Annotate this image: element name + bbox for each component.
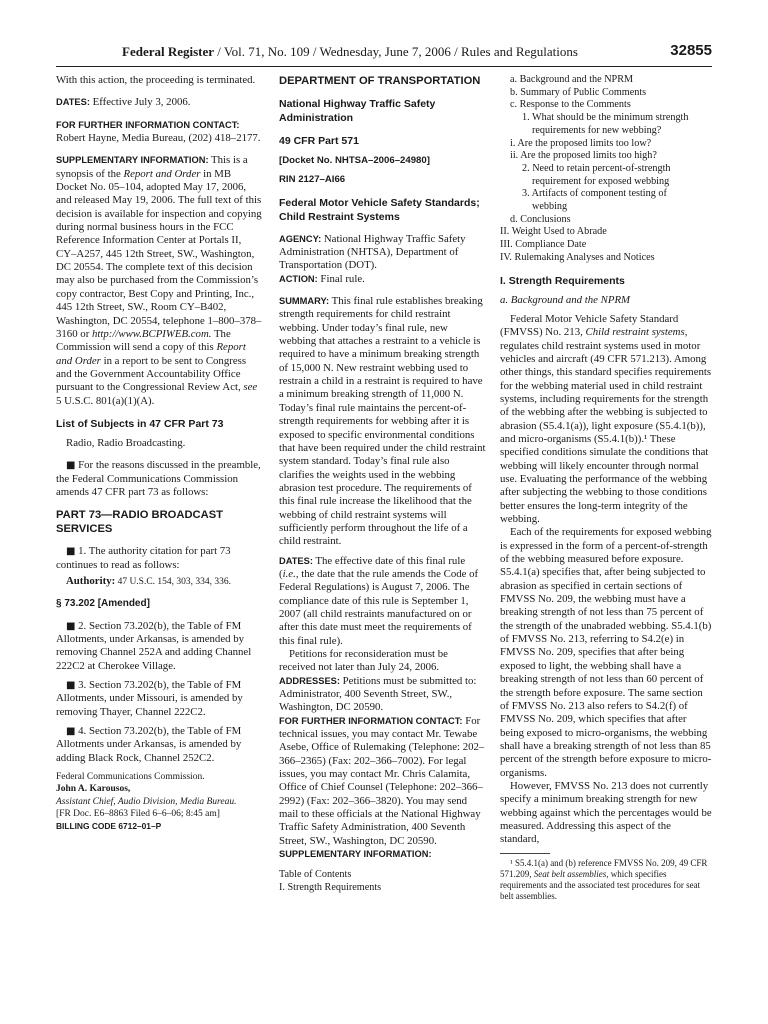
summary-paragraph bbox=[279, 295, 486, 549]
page-number: 32855 bbox=[670, 42, 712, 59]
summary-label: SUMMARY: bbox=[279, 296, 330, 307]
column-2 bbox=[279, 74, 486, 894]
agency-label: AGENCY: bbox=[279, 233, 322, 244]
cfr-part: 49 CFR Part 571 bbox=[279, 135, 359, 147]
dates-paragraph-2 bbox=[279, 555, 486, 648]
rin-number: RIN 2127–AI66 bbox=[279, 174, 346, 186]
petitions-text: Petitions for reconsideration must be received not later than July 24, 2006. bbox=[279, 648, 448, 674]
summary-text: This final rule establishes breaking strength requirements for child restraint webbing. Under today’s final rule, new webbing that attaches a restraint to a vehicle is required to have a minimum breaking strength of 15,000 N. New restraint webbing used to restrain a child in a restraint is required to have a minimum breaking strength of 11,000 N. Today’s final rule maintains the percent-of-strength requirements for webbing after it is exposed to specific environmental conditions that have been required under the child restraint system standard. Today’s final rule also clarifies the weights used in the webbing abrasion test procedure. The requirements of this final rule increase the likelihood that the webbing of child restraint systems will sufficiently perform throughout the life of a child restraint. bbox=[279, 295, 486, 548]
toc-item: IV. Rulemaking Analyses and Notices bbox=[500, 251, 655, 263]
toc-item: II. Weight Used to Abrade bbox=[500, 226, 607, 238]
authority-text: 47 U.S.C. 154, 303, 334, 336. bbox=[115, 576, 232, 587]
supp-text-g: in a report to be sent to Congress and the Government Accountability Office pursuant to the Congressional Review Act, bbox=[56, 354, 247, 394]
billing-code: BILLING CODE 6712–01–P bbox=[56, 820, 162, 831]
agency-heading: National Highway Traffic Safety Administration bbox=[279, 98, 436, 124]
amend-4-text: 4. Section 73.202(b), the Table of FM Allotments under Arkansas, is amended by adding Black Rock, Channel 252C2. bbox=[56, 725, 242, 764]
intro-text: With this action, the proceeding is terminated. bbox=[56, 74, 256, 86]
supp-label-2: SUPPLEMENTARY INFORMATION: bbox=[279, 849, 432, 860]
toc-item: b. Summary of Public Comments bbox=[510, 86, 647, 98]
dates-text-b: , the date that the rule amends the Code of Federal Regulations) is August 7, 2006. The compliance date of this rule is September 1, 2007 (all child restraints manufactured on or after this date must meet the requirements of this final rule). bbox=[279, 567, 479, 647]
supp-label: SUPPLEMENTARY INFORMATION: bbox=[56, 155, 209, 166]
bullet-icon: ■ bbox=[66, 620, 76, 632]
ffi-label-2: FOR FURTHER INFORMATION CONTACT: bbox=[279, 715, 463, 726]
toc-item: i. Are the proposed limits too low? bbox=[510, 137, 652, 149]
journal-name: Federal Register bbox=[122, 44, 215, 59]
ffi-label: FOR FURTHER INFORMATION CONTACT: bbox=[56, 119, 240, 130]
p1-text-c: , regulates child restraint systems used in motor vehicles and aircraft (49 CFR 571.213). Among other things, this standard specifies requirements for the webbing material used in child restraint systems, including requirements for the strength of the webbing after the webbing is subjected to abrasion (S5.4.1(a)), light exposure (S5.4.1(b)), and micro-organisms (S5.4.1(b)).¹ These specified conditions simulate the conditions that webbing will likely encounter through normal use. Evaluating the performance of the webbing after subjecting the webbing to those conditions better ensures the long-term integrity of the webbing. bbox=[500, 326, 712, 526]
agency-text: National Highway Traffic Safety Administration (NHTSA), Department of Transportation (DOT). bbox=[279, 232, 466, 272]
signer-name: John A. Karousos, bbox=[56, 784, 131, 795]
fn-text-a: ¹ S5.4.1(a) and (b) reference FMVSS No. 209, 49 CFR 571.209, bbox=[500, 857, 708, 879]
amend-1 bbox=[56, 545, 263, 572]
subsection-heading: a. Background and the NPRM bbox=[500, 293, 631, 306]
action-label: ACTION: bbox=[279, 273, 318, 284]
toc-item: 2. Need to retain percent-of-strength bbox=[522, 162, 671, 174]
toc-item: 1. What should be the minimum strength bbox=[522, 112, 689, 124]
supplementary-paragraph bbox=[56, 154, 263, 408]
fn-text-c: , which specifies requirements and the associated test procedures for seat belt assemblies. bbox=[500, 868, 701, 902]
authority-paragraph bbox=[56, 575, 263, 588]
paragraph-3: However, FMVSS No. 213 does not currently specify a minimum breaking strength for new webbing against which the percentages would be measured. Addressing this aspect of the standard, bbox=[500, 779, 712, 846]
page-header bbox=[56, 44, 712, 64]
fn-italic: Seat belt assemblies bbox=[533, 868, 607, 879]
toc-item-first: I. Strength Requirements bbox=[279, 881, 382, 893]
ffi-text: Robert Hayne, Media Bureau, (202) 418–2177. bbox=[56, 132, 261, 145]
rule-title: Federal Motor Vehicle Safety Standards; Child Restraint Systems bbox=[279, 196, 480, 223]
toc-item: ii. Are the proposed limits too high? bbox=[510, 150, 657, 162]
amend-2 bbox=[56, 620, 263, 673]
toc-list bbox=[500, 74, 712, 265]
ffi-text-2: For technical issues, you may contact Mr. Tewabe Asebe, Office of Rulemaking (Telephone: 202–366–2365) (Fax: 202–366–7002). For legal issues, you may contact Mr. Chris Calamita, Office of Chief Counsel (Telephone: 202–366–2992) (Fax: 202–366–3820). You may send mail to these officials at the National Highway Traffic Safety Administration, 400 Seventh Street, SW., Washington, DC 20590. bbox=[279, 714, 485, 847]
dates-label: DATES: bbox=[56, 97, 90, 108]
p1-text-a: Federal Motor Vehicle Safety Standard (FMVSS) No. 213, bbox=[500, 312, 679, 339]
action-text: Final rule. bbox=[317, 272, 365, 285]
toc-item: requirement for exposed webbing bbox=[532, 175, 670, 187]
supp-text-a: This is a synopsis of the bbox=[56, 154, 248, 180]
reasons-paragraph bbox=[56, 459, 263, 499]
footnote-rule bbox=[500, 853, 550, 854]
section-i-heading: I. Strength Requirements bbox=[500, 274, 625, 287]
authority-label: Authority: bbox=[66, 574, 116, 587]
toc-item: d. Conclusions bbox=[510, 213, 571, 225]
toc-item: c. Response to the Comments bbox=[510, 99, 631, 111]
toc-label: Table of Contents bbox=[279, 868, 352, 880]
amend-1-text: 1. The authority citation for part 73 continues to read as follows: bbox=[56, 545, 231, 571]
fr-doc: [FR Doc. E6–8863 Filed 6–6–06; 8:45 am] bbox=[56, 808, 220, 819]
toc-item: webbing bbox=[532, 201, 568, 213]
report-and-order-title-2: Report and Order bbox=[56, 341, 246, 367]
fcc-line: Federal Communications Commission. bbox=[56, 772, 205, 783]
bullet-icon: ■ bbox=[66, 680, 76, 692]
dates-paragraph bbox=[56, 96, 263, 109]
column-1 bbox=[56, 74, 263, 833]
dates-text-a: The effective date of this final rule ( bbox=[279, 554, 466, 580]
paragraph-1 bbox=[500, 313, 712, 527]
agency-paragraph bbox=[279, 233, 486, 273]
bcpiweb-link[interactable]: http://www.BCPIWEB.com. bbox=[92, 327, 212, 340]
dates-label-2: DATES: bbox=[279, 555, 313, 566]
supp-text-c: in MB Docket No. 05–104, adopted May 17, 2006, and released May 19, 2006. The full text of this decision is available for inspection and copying during normal business hours in the FCC Reference Information Center at Portals II, CY–A257, 445 12th Street, SW., Washington, DC 20554. The complete text of this decision may also be purchased from the Commission’s copy contractor, Best Copy and Printing, Inc., 445 12th Street, SW., Room CY–B402, Washington, DC 20554, telephone 1–800–378–3160 or bbox=[56, 167, 262, 340]
section-heading: § 73.202 [Amended] bbox=[56, 598, 150, 610]
toc-item: 3. Artifacts of component testing of bbox=[522, 188, 667, 200]
p1-italic: Child restraint systems bbox=[585, 326, 685, 339]
action-paragraph bbox=[279, 273, 486, 286]
signer-title: Assistant Chief, Audio Division, Media Bureau. bbox=[56, 796, 237, 807]
addresses-paragraph bbox=[279, 675, 486, 715]
ffi-paragraph-2 bbox=[279, 715, 486, 848]
amend-3 bbox=[56, 679, 263, 719]
addresses-text: Petitions must be submitted to: Administrator, 400 Seventh Street, SW., Washington, DC 20590. bbox=[279, 674, 477, 714]
department-heading: DEPARTMENT OF TRANSPORTATION bbox=[279, 75, 481, 87]
subjects-heading: List of Subjects in 47 CFR Part 73 bbox=[56, 417, 224, 430]
bullet-icon: ■ bbox=[66, 546, 76, 558]
footnote-1 bbox=[500, 858, 712, 903]
addresses-label: ADDRESSES: bbox=[279, 675, 340, 686]
paragraph-2: Each of the requirements for exposed webbing is expressed in the form of a percent-of-strength of the webbing measured before exposure. S5.4.1(a) specifies that, after being subjected to abrasion as specified in certain sections of FMVSS No. 209, the webbing must have a breaking strength of not less than 75 percent of the strength of the unabraded webbing. S5.4.1(b) of FMVSS No. 213, referring to S4.2(e) in FMVSS No. 209, specifies that after being exposed to light, the webbing shall have a breaking strength of not less than 60 percent of the strength before exposure. The same section of FMVSS No. 213 also refers to S4.2(f) of FMVSS No. 209, which specifies that after being exposed to micro-organisms, the webbing shall have a breaking strength of not less than 85 percent of the strength before exposure to micro-organisms. bbox=[500, 526, 712, 779]
report-and-order-title: Report and Order bbox=[123, 167, 201, 180]
column-3 bbox=[500, 74, 712, 902]
bullet-icon: ■ bbox=[66, 726, 76, 738]
dates-text: Effective July 3, 2006. bbox=[89, 96, 191, 109]
ie-italic: i.e. bbox=[282, 567, 296, 580]
part-heading: PART 73—RADIO BROADCAST SERVICES bbox=[56, 509, 223, 536]
subjects-text: Radio, Radio Broadcasting. bbox=[66, 436, 186, 449]
header-rule bbox=[56, 66, 712, 67]
reasons-text: For the reasons discussed in the preamble, the Federal Communications Commission amends 47 CFR part 73 as follows: bbox=[56, 459, 261, 498]
issue-info: / Vol. 71, No. 109 / Wednesday, June 7, 2006 / Rules and Regulations bbox=[214, 44, 578, 59]
amend-4 bbox=[56, 725, 263, 765]
supp-text-i: 5 U.S.C. 801(a)(1)(A). bbox=[56, 394, 155, 407]
amend-2-text: 2. Section 73.202(b), the Table of FM Allotments, under Arkansas, is amended by removing Channel 252A and adding Channel 222C2 at Cherokee Village. bbox=[56, 619, 252, 672]
toc-item: a. Background and the NPRM bbox=[510, 74, 634, 85]
toc-item: requirements for new webbing? bbox=[532, 124, 662, 136]
toc-item: III. Compliance Date bbox=[500, 239, 587, 251]
running-head bbox=[122, 44, 578, 60]
see-italic: see bbox=[243, 381, 258, 394]
docket-number: [Docket No. NHTSA–2006–24980] bbox=[279, 155, 430, 166]
supp-text-e: The Commission will send a copy of this bbox=[56, 327, 231, 354]
bullet-icon: ■ bbox=[66, 460, 76, 472]
amend-3-text: 3. Section 73.202(b), the Table of FM Allotments, under Missouri, is amended by removing Thayer, Channel 222C2. bbox=[56, 679, 243, 718]
